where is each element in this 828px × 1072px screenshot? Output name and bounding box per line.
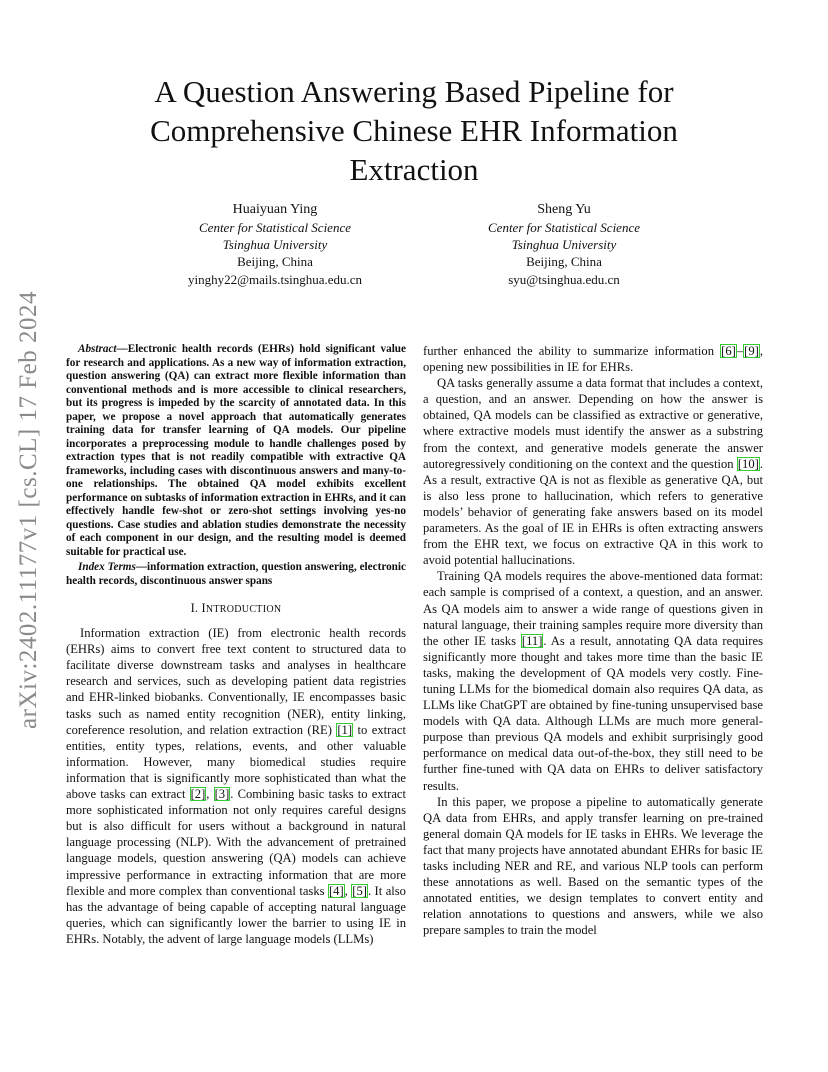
abstract-label: Abstract bbox=[78, 343, 117, 355]
section-heading-introduction bbox=[66, 600, 406, 618]
author-department: Center for Statistical Science bbox=[488, 220, 640, 235]
right-column bbox=[423, 343, 763, 938]
abstract-text: Electronic health records (EHRs) hold significant value for research and applications. As a new way of information extraction, question answering (QA) can extract more flexible information than conventional methods and is more accessible to clinical researchers, but its progress is impeded by the scarcity of annotated data. In this paper, we propose a novel approach that automatically generates training data for transfer learning of QA models. Our pipeline incorporates a preprocessing module to handle challenges posed by extraction types that is not readily compatible with extractive QA frameworks, including cases with discontinuous answers and many-to-one relationships. The obtained QA model exhibits excellent performance on subtasks of information extraction in EHRs, and it can effectively handle few-shot or zero-shot settings involving yes-no questions. Case studies and ablation studies demonstrate the necessity of each component in our design, and the resulting model is deemed suitable for practical use. bbox=[66, 343, 406, 558]
text-run: . As a result, extractive QA is not as flexible as generative QA, but is also less prone to hallucination, which refers to generative models’ behavior of generating fake answers based on its model parameters. As the goal of IE in EHRs is often extracting answers from the EHR text, we focus on extractive QA in this work to avoid potential hallucinations. bbox=[423, 456, 763, 568]
section-title-initial: I bbox=[201, 601, 206, 615]
index-terms-text: information extraction, question answering, electronic health records, discontinuous answer spans bbox=[66, 561, 406, 587]
text-run: , bbox=[206, 787, 214, 802]
citation-link[interactable]: [5] bbox=[352, 883, 367, 898]
text-run: . As a result, annotating QA data requires significantly more thought and takes more time than the basic IE tasks, making the development of QA models very costly. Fine-tuning LLMs for the biomedical domain also requires QA data, as LLMs like ChatGPT are obtained by fine-tuning unsupervised base models with QA data. Although LLMs are much more general-purpose than previous QA models and exhibit surprisingly good performance on medical data out-of-the-box, they still need to be further fine-tuned with QA data on EHRs to deliver satisfactory results. bbox=[423, 633, 763, 793]
citation-link[interactable]: [10] bbox=[737, 456, 759, 471]
text-run: to extract entities, entity types, relations, events, and other valuable information. However, many biomedical studies require information that is significantly more sophisticated than what the above tasks can extract bbox=[66, 722, 406, 802]
intro-paragraph-continued bbox=[423, 343, 763, 375]
index-terms: Index Terms—information extraction, question answering, electronic health records, discontinuous answer spans bbox=[66, 561, 406, 587]
author-location: Beijing, China bbox=[526, 254, 602, 270]
intro-paragraph-3 bbox=[423, 568, 763, 793]
citation-link[interactable]: [1] bbox=[337, 722, 353, 737]
citation-link[interactable]: [6] bbox=[721, 344, 736, 358]
citation-link[interactable]: [11] bbox=[521, 633, 543, 648]
index-terms-label: Index Terms bbox=[78, 561, 136, 573]
arxiv-identifier-stamp bbox=[5, 290, 53, 730]
author-name: Huaiyuan Ying bbox=[232, 202, 318, 217]
author-email[interactable]: yinghy22@mails.tsinghua.edu.cn bbox=[187, 271, 363, 287]
paper-title: A Question Answering Based Pipeline for Comprehensive Chinese EHR Information Extraction bbox=[150, 74, 678, 187]
citation-link[interactable]: [4] bbox=[328, 883, 344, 898]
author-2 bbox=[414, 200, 714, 288]
author-university: Tsinghua University bbox=[222, 237, 328, 253]
text-run: Information extraction (IE) from electronic health records (EHRs) aims to convert free text content to structured data to facilitate diverse downstream tasks and analyses in healthcare research and services, such as developing patient data registries and EHR-linked biobanks. Conventionally, IE encompasses basic tasks such as named entity recognition (NER), entity linking, coreference resolution, and relation extraction (RE) bbox=[66, 626, 406, 737]
author-email[interactable]: syu@tsinghua.edu.cn bbox=[508, 271, 620, 287]
author-location: Beijing, China bbox=[237, 254, 313, 270]
author-name: Sheng Yu bbox=[537, 202, 591, 217]
section-number: I. bbox=[190, 601, 202, 615]
text-run: – bbox=[736, 344, 744, 358]
citation-link[interactable]: [9] bbox=[744, 344, 759, 358]
intro-paragraph-1 bbox=[66, 625, 406, 947]
text-run: . Combining basic tasks to extract more sophisticated information not only requires careful designs but is also difficult for users without a background in natural language processing (NLP). With the advancement of pretrained language models, question answering (QA) models can achieve impressive performance in extracting information that are more flexible and more complex than conventional tasks bbox=[66, 787, 407, 898]
citation-link[interactable]: [2] bbox=[190, 787, 206, 802]
text-run: Training QA models requires the above-mentioned data format: each sample is comprised of a context, a question, and an answer. As QA models aim to answer a wide range of questions given in natural language, their training samples require more diversity than the other IE tasks bbox=[423, 569, 763, 648]
author-department: Center for Statistical Science bbox=[199, 220, 351, 235]
author-university: Tsinghua University bbox=[511, 237, 617, 253]
arxiv-identifier-text: arXiv:2402.11177v1 [cs.CL] 17 Feb 2024 bbox=[15, 291, 42, 729]
author-1 bbox=[125, 200, 425, 288]
section-title-rest: NTRODUCTION bbox=[205, 604, 282, 615]
text-run: , bbox=[344, 883, 352, 898]
text-run: further enhanced the ability to summarize information bbox=[423, 344, 721, 358]
text-run: QA tasks generally assume a data format that includes a context, a question, and an answer. Depending on how the answer is obtained, QA models can be classified as extractive or generative, where extractive models must identify the answer as a substring from the context, and generative models generate the answer autoregressively conditioning on the context and the question bbox=[423, 376, 763, 471]
intro-paragraph-2 bbox=[423, 375, 763, 568]
abstract: Abstract—Electronic health records (EHRs) hold significant value for research and applications. As a new way of information extraction, question answering (QA) can extract more flexible information than conventional methods and is more accessible to clinical researchers, but its progress is impeded by the scarcity of annotated data. In this paper, we propose a novel approach that automatically generates training data for transfer learning of QA models. Our pipeline incorporates a preprocessing module to handle challenges posed by extraction types that is not readily compatible with extractive QA frameworks, including cases with discontinuous answers and many-to-one relationships. The obtained QA model exhibits excellent performance on subtasks of information extraction in EHRs, and it can effectively handle few-shot or zero-shot settings involving yes-no questions. Case studies and ablation studies demonstrate the necessity of each component in our design, and the resulting model is deemed suitable for practical use. bbox=[66, 343, 406, 558]
text-run: . It also has the advantage of being capable of accepting natural language queries, which can significantly lower the barrier to using IE in EHRs. Notably, the advent of large language models (LLMs) bbox=[66, 883, 406, 946]
text-run: , opening new possibilities in IE for EHRs. bbox=[423, 344, 763, 375]
left-column bbox=[66, 343, 406, 947]
citation-link[interactable]: [3] bbox=[214, 787, 230, 802]
intro-paragraph-4: In this paper, we propose a pipeline to automatically generate QA data from EHRs, and apply transfer learning on pre-trained general domain QA models for IE tasks in EHRs. We leverage the fact that many projects have annotated abundant EHRs for basic IE tasks including NER and RE, and various NLP tools can perform these annotations as well. Based on the semantic types of the annotated entities, we design templates to convert entity and relation annotations to questions and answers, while we also prepare samples to train the model bbox=[423, 794, 763, 938]
